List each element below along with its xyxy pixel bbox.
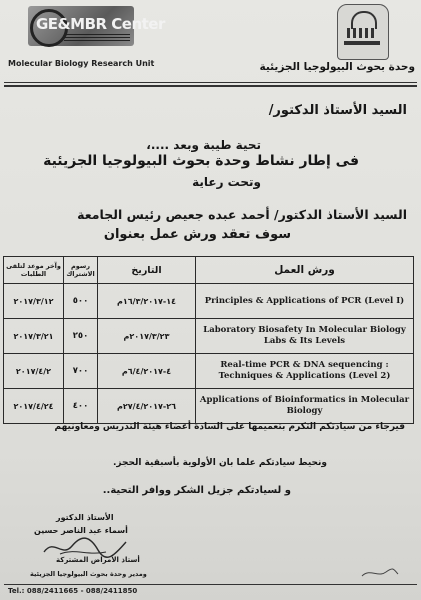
row-date: ١٤-١٦/٣/٢٠١٧م bbox=[98, 284, 196, 319]
table-row bbox=[4, 354, 414, 389]
signature-position: ومدير وحدة بحوث البيولوجيا الجزيئية bbox=[30, 570, 147, 578]
table-row bbox=[4, 284, 414, 319]
initials-scribble bbox=[360, 566, 400, 580]
footer-rule bbox=[4, 584, 417, 585]
row-workshop-name: Real-time PCR & DNA sequencing : Techniques & Applications (Level 2) bbox=[196, 354, 414, 389]
row-deadline: ٢٠١٧/٣/١٢ bbox=[4, 284, 64, 319]
table-header-row bbox=[4, 257, 414, 284]
row-fee: ٢٥٠ bbox=[64, 319, 98, 354]
body-paragraph-3: و لسيادتكم جزيل الشكر ووافر التحية.. bbox=[102, 485, 291, 496]
body-paragraph-2: ونحيط سيادتكم علما بان الأولوية بأسبقية الحجز. bbox=[112, 458, 327, 468]
body-paragraph-1: فيرجاء من سيادتكم التكرم بتعميمها على السادة أعضاء هيئة التدريس ومعاونيهم bbox=[54, 422, 405, 432]
row-date: ٤-٦/٤/٢٠١٧م bbox=[98, 354, 196, 389]
header-rule bbox=[4, 82, 417, 83]
logo-left-text: GE&MBR Center bbox=[36, 15, 165, 33]
row-workshop-name: Applications of Bioinformatics in Molecular Biology bbox=[196, 389, 414, 424]
host-line: سوف تعقد ورش عمل بعنوان bbox=[103, 227, 291, 242]
gembr-center-logo bbox=[28, 6, 165, 46]
patronage-line: وتحت رعاية bbox=[192, 175, 261, 189]
signature-name: أسماء عبد الناصر حسين bbox=[34, 526, 128, 535]
row-fee: ٥٠٠ bbox=[64, 284, 98, 319]
table-row bbox=[4, 319, 414, 354]
row-deadline: ٢٠١٧/٤/٢٤ bbox=[4, 389, 64, 424]
row-fee: ٧٠٠ bbox=[64, 354, 98, 389]
signature-role: أستاذ الأمراض المشتركة bbox=[56, 556, 140, 564]
header-date: التاريخ bbox=[98, 257, 196, 284]
footer-phone: Tel.: 088/2411665 - 088/2411850 bbox=[8, 587, 138, 595]
table-row bbox=[4, 389, 414, 424]
intro-line: فى إطار نشاط وحدة بحوث البيولوجيا الجزيئية bbox=[43, 153, 359, 169]
columns-icon bbox=[347, 28, 377, 38]
signature-title: الأستاذ الدكتور bbox=[56, 513, 114, 522]
header-workshops: ورش العمل bbox=[196, 257, 414, 284]
row-workshop-name: Principles & Applications of PCR (Level I) bbox=[196, 284, 414, 319]
row-date: ٢٦-٢٧/٤/٢٠١٧م bbox=[98, 389, 196, 424]
workshops-table bbox=[3, 256, 414, 424]
salutation: السيد الأستاذ الدكتور/ bbox=[268, 103, 407, 118]
unit-name-en: Molecular Biology Research Unit bbox=[8, 59, 155, 68]
logo-stripes bbox=[64, 34, 130, 43]
dome-icon bbox=[351, 11, 377, 29]
row-deadline: ٢٠١٧/٣/٢١ bbox=[4, 319, 64, 354]
base-icon bbox=[344, 41, 380, 45]
header-fee: رسوم الاشتراك bbox=[64, 257, 98, 284]
row-deadline: ٢٠١٧/٤/٢ bbox=[4, 354, 64, 389]
unit-name-ar: وحدة بحوث البيولوجيا الجزيئية bbox=[259, 61, 415, 73]
row-fee: ٤٠٠ bbox=[64, 389, 98, 424]
university-logo bbox=[337, 4, 389, 60]
row-date: ٢٠١٧/٣/٢٣م bbox=[98, 319, 196, 354]
row-workshop-name: Laboratory Biosafety In Molecular Biology Labs & Its Levels bbox=[196, 319, 414, 354]
president-line: السيد الأستاذ الدكتور/ أحمد عبده جعيص رئيس الجامعة bbox=[77, 207, 407, 222]
greeting: تحية طيبة وبعد ....، bbox=[146, 138, 261, 152]
header-deadline: وآخر موعد لتلقى الطلبات bbox=[4, 257, 64, 284]
header-rule-double bbox=[4, 85, 417, 87]
